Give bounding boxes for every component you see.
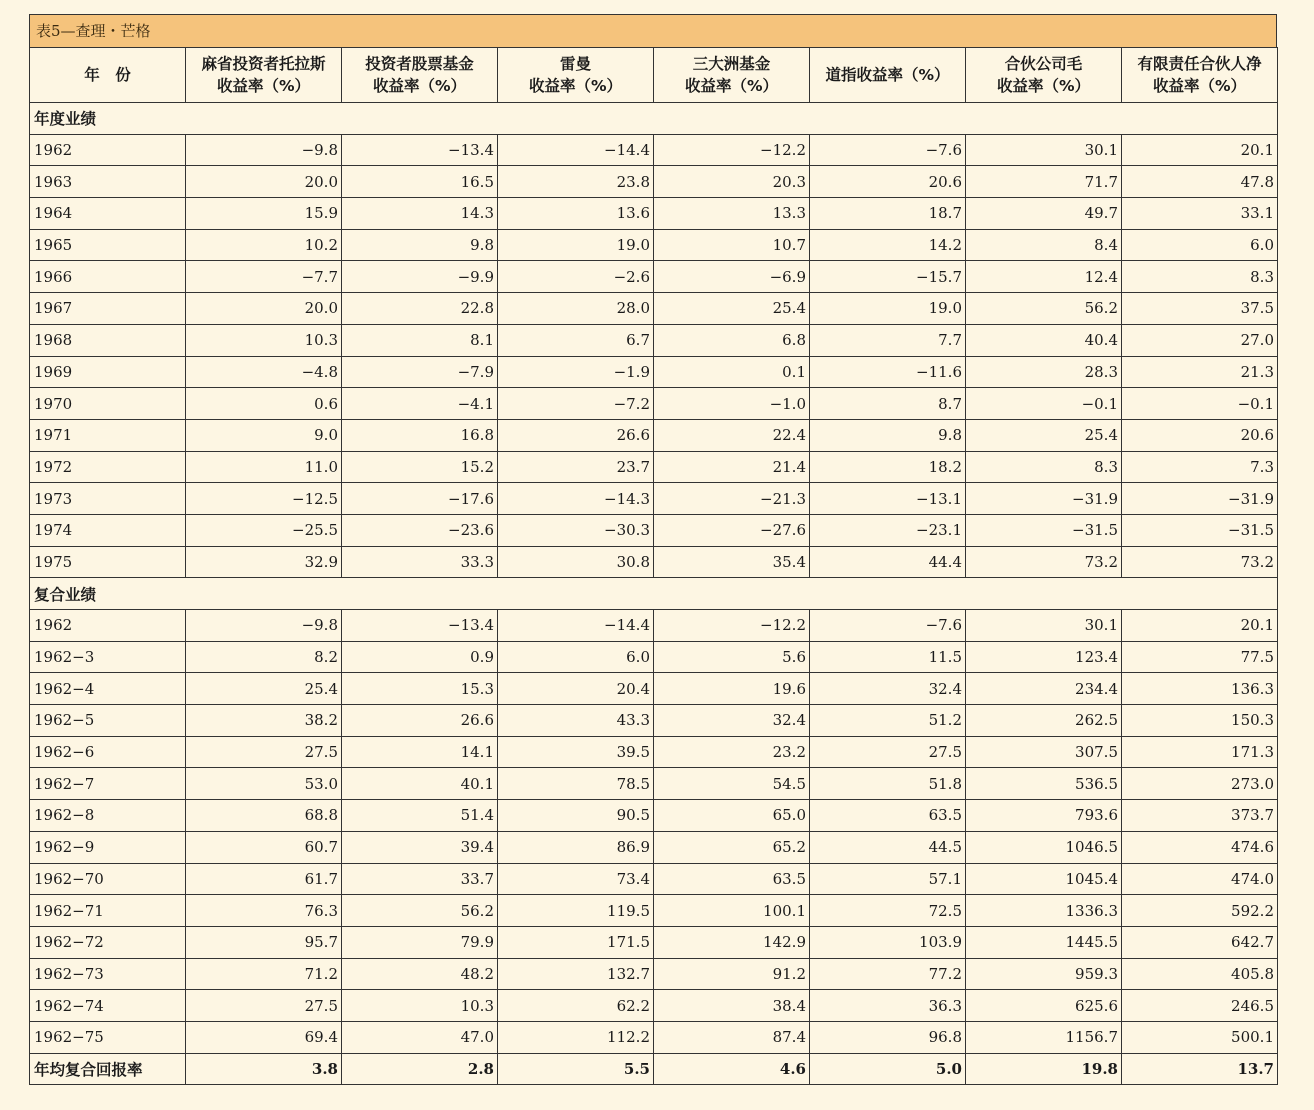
value-cell: 51.4 <box>342 800 498 832</box>
value-cell: −4.1 <box>342 388 498 420</box>
value-cell: 8.1 <box>342 324 498 356</box>
value-cell: 72.5 <box>810 895 966 927</box>
column-header <box>810 48 966 103</box>
table-row <box>30 198 1278 230</box>
value-cell: 13.6 <box>498 198 654 230</box>
value-cell: 20.0 <box>186 166 342 198</box>
table-row <box>30 800 1278 832</box>
column-header-line2: 收益率（%） <box>528 77 623 95</box>
value-cell: 79.9 <box>342 926 498 958</box>
value-cell: 18.7 <box>810 198 966 230</box>
value-cell: 26.6 <box>498 419 654 451</box>
header-row <box>30 48 1278 103</box>
returns-table <box>29 47 1278 1085</box>
value-cell: 10.7 <box>654 229 810 261</box>
value-cell: 77.5 <box>1122 641 1278 673</box>
value-cell: 76.3 <box>186 895 342 927</box>
average-value-cell: 4.6 <box>654 1053 810 1085</box>
value-cell: 96.8 <box>810 1021 966 1053</box>
column-header-line1: 道指收益率（%） <box>825 66 950 84</box>
year-cell: 1965 <box>30 229 186 261</box>
value-cell: 15.3 <box>342 673 498 705</box>
value-cell: 27.5 <box>810 736 966 768</box>
value-cell: 8.3 <box>966 451 1122 483</box>
column-header-line1: 有限责任合伙人净 <box>1137 55 1262 73</box>
value-cell: 171.3 <box>1122 736 1278 768</box>
value-cell: 40.4 <box>966 324 1122 356</box>
value-cell: 86.9 <box>498 831 654 863</box>
value-cell: 262.5 <box>966 705 1122 737</box>
value-cell: 9.8 <box>342 229 498 261</box>
value-cell: 32.9 <box>186 546 342 578</box>
year-cell: 1964 <box>30 198 186 230</box>
year-cell: 1974 <box>30 514 186 546</box>
value-cell: 20.1 <box>1122 134 1278 166</box>
table-row <box>30 958 1278 990</box>
value-cell: 20.4 <box>498 673 654 705</box>
value-cell: 20.0 <box>186 293 342 325</box>
value-cell: 132.7 <box>498 958 654 990</box>
value-cell: 23.2 <box>654 736 810 768</box>
value-cell: −14.3 <box>498 483 654 515</box>
value-cell: 474.0 <box>1122 863 1278 895</box>
value-cell: 959.3 <box>966 958 1122 990</box>
column-header-line1: 合伙公司毛 <box>1004 55 1083 73</box>
column-header-line2: 收益率（%） <box>1152 77 1247 95</box>
value-cell: 61.7 <box>186 863 342 895</box>
value-cell: 39.4 <box>342 831 498 863</box>
section-title: 复合业绩 <box>30 578 1278 610</box>
value-cell: 19.6 <box>654 673 810 705</box>
value-cell: 8.7 <box>810 388 966 420</box>
year-cell: 1962−4 <box>30 673 186 705</box>
average-value-cell: 2.8 <box>342 1053 498 1085</box>
year-cell: 1962−73 <box>30 958 186 990</box>
value-cell: 32.4 <box>654 705 810 737</box>
value-cell: −0.1 <box>966 388 1122 420</box>
value-cell: 30.1 <box>966 134 1122 166</box>
value-cell: 20.3 <box>654 166 810 198</box>
value-cell: −6.9 <box>654 261 810 293</box>
value-cell: 60.7 <box>186 831 342 863</box>
value-cell: 28.0 <box>498 293 654 325</box>
column-header <box>654 48 810 103</box>
value-cell: 28.3 <box>966 356 1122 388</box>
value-cell: 25.4 <box>186 673 342 705</box>
value-cell: 10.2 <box>186 229 342 261</box>
value-cell: −21.3 <box>654 483 810 515</box>
value-cell: 25.4 <box>966 419 1122 451</box>
value-cell: 68.8 <box>186 800 342 832</box>
table-row <box>30 134 1278 166</box>
value-cell: −9.9 <box>342 261 498 293</box>
table-header <box>30 48 1278 103</box>
table-row <box>30 546 1278 578</box>
value-cell: 9.8 <box>810 419 966 451</box>
value-cell: 13.3 <box>654 198 810 230</box>
column-header <box>966 48 1122 103</box>
year-cell: 1962−75 <box>30 1021 186 1053</box>
average-value-cell: 3.8 <box>186 1053 342 1085</box>
section-title: 年度业绩 <box>30 103 1278 135</box>
value-cell: 37.5 <box>1122 293 1278 325</box>
value-cell: 142.9 <box>654 926 810 958</box>
value-cell: 51.2 <box>810 705 966 737</box>
column-header-line1: 雷曼 <box>559 55 591 73</box>
table-row <box>30 388 1278 420</box>
year-cell: 1962 <box>30 610 186 642</box>
value-cell: 36.3 <box>810 990 966 1022</box>
average-label: 年均复合回报率 <box>30 1053 186 1085</box>
table-caption: 表5—查理・芒格 <box>29 14 1277 47</box>
year-cell: 1962−6 <box>30 736 186 768</box>
value-cell: −2.6 <box>498 261 654 293</box>
value-cell: 87.4 <box>654 1021 810 1053</box>
value-cell: 20.6 <box>1122 419 1278 451</box>
table-row <box>30 229 1278 261</box>
value-cell: 21.3 <box>1122 356 1278 388</box>
value-cell: −31.9 <box>1122 483 1278 515</box>
value-cell: 8.4 <box>966 229 1122 261</box>
value-cell: 18.2 <box>810 451 966 483</box>
value-cell: 57.1 <box>810 863 966 895</box>
value-cell: 100.1 <box>654 895 810 927</box>
year-cell: 1962−5 <box>30 705 186 737</box>
value-cell: 150.3 <box>1122 705 1278 737</box>
value-cell: 5.6 <box>654 641 810 673</box>
table-row <box>30 641 1278 673</box>
value-cell: 27.5 <box>186 736 342 768</box>
table-row <box>30 990 1278 1022</box>
value-cell: −13.4 <box>342 134 498 166</box>
value-cell: 30.8 <box>498 546 654 578</box>
column-header-line1: 年 份 <box>84 66 131 84</box>
value-cell: 592.2 <box>1122 895 1278 927</box>
value-cell: 0.6 <box>186 388 342 420</box>
column-header-line1: 投资者股票基金 <box>365 55 474 73</box>
value-cell: 6.0 <box>498 641 654 673</box>
value-cell: 0.9 <box>342 641 498 673</box>
value-cell: 62.2 <box>498 990 654 1022</box>
table-row <box>30 610 1278 642</box>
value-cell: 0.1 <box>654 356 810 388</box>
value-cell: −30.3 <box>498 514 654 546</box>
value-cell: 6.0 <box>1122 229 1278 261</box>
value-cell: 7.7 <box>810 324 966 356</box>
value-cell: 77.2 <box>810 958 966 990</box>
value-cell: 73.2 <box>966 546 1122 578</box>
value-cell: 16.8 <box>342 419 498 451</box>
value-cell: −27.6 <box>654 514 810 546</box>
value-cell: −15.7 <box>810 261 966 293</box>
year-cell: 1973 <box>30 483 186 515</box>
value-cell: 22.8 <box>342 293 498 325</box>
value-cell: 91.2 <box>654 958 810 990</box>
value-cell: −7.9 <box>342 356 498 388</box>
column-header <box>342 48 498 103</box>
value-cell: 14.1 <box>342 736 498 768</box>
value-cell: 500.1 <box>1122 1021 1278 1053</box>
value-cell: 19.0 <box>498 229 654 261</box>
value-cell: 39.5 <box>498 736 654 768</box>
value-cell: 14.3 <box>342 198 498 230</box>
value-cell: 642.7 <box>1122 926 1278 958</box>
value-cell: 78.5 <box>498 768 654 800</box>
value-cell: 405.8 <box>1122 958 1278 990</box>
year-cell: 1970 <box>30 388 186 420</box>
value-cell: 14.2 <box>810 229 966 261</box>
value-cell: 35.4 <box>654 546 810 578</box>
value-cell: 40.1 <box>342 768 498 800</box>
value-cell: −7.2 <box>498 388 654 420</box>
value-cell: −23.1 <box>810 514 966 546</box>
value-cell: 51.8 <box>810 768 966 800</box>
section-row <box>30 103 1278 135</box>
value-cell: 123.4 <box>966 641 1122 673</box>
value-cell: −7.7 <box>186 261 342 293</box>
value-cell: 6.7 <box>498 324 654 356</box>
value-cell: 44.4 <box>810 546 966 578</box>
value-cell: 65.2 <box>654 831 810 863</box>
table-row <box>30 673 1278 705</box>
value-cell: 26.6 <box>342 705 498 737</box>
value-cell: 38.2 <box>186 705 342 737</box>
value-cell: 10.3 <box>186 324 342 356</box>
value-cell: 793.6 <box>966 800 1122 832</box>
value-cell: −31.5 <box>1122 514 1278 546</box>
value-cell: 33.7 <box>342 863 498 895</box>
value-cell: 19.0 <box>810 293 966 325</box>
value-cell: 246.5 <box>1122 990 1278 1022</box>
year-cell: 1975 <box>30 546 186 578</box>
value-cell: 136.3 <box>1122 673 1278 705</box>
table-row <box>30 1021 1278 1053</box>
value-cell: 49.7 <box>966 198 1122 230</box>
year-cell: 1962−70 <box>30 863 186 895</box>
year-cell: 1962−71 <box>30 895 186 927</box>
column-header-line1: 麻省投资者托拉斯 <box>201 55 326 73</box>
table-row <box>30 419 1278 451</box>
value-cell: 47.0 <box>342 1021 498 1053</box>
value-cell: 38.4 <box>654 990 810 1022</box>
value-cell: 15.2 <box>342 451 498 483</box>
table-row <box>30 451 1278 483</box>
value-cell: 27.5 <box>186 990 342 1022</box>
year-cell: 1962−72 <box>30 926 186 958</box>
value-cell: −1.0 <box>654 388 810 420</box>
value-cell: −12.2 <box>654 610 810 642</box>
column-header-line2: 收益率（%） <box>372 77 467 95</box>
table-row <box>30 736 1278 768</box>
value-cell: 1336.3 <box>966 895 1122 927</box>
average-value-cell: 13.7 <box>1122 1053 1278 1085</box>
column-header-line2: 收益率（%） <box>684 77 779 95</box>
value-cell: 56.2 <box>342 895 498 927</box>
value-cell: 10.3 <box>342 990 498 1022</box>
year-cell: 1972 <box>30 451 186 483</box>
value-cell: 73.2 <box>1122 546 1278 578</box>
section-row <box>30 578 1278 610</box>
value-cell: 12.4 <box>966 261 1122 293</box>
value-cell: 65.0 <box>654 800 810 832</box>
value-cell: −11.6 <box>810 356 966 388</box>
table-row <box>30 483 1278 515</box>
year-cell: 1971 <box>30 419 186 451</box>
value-cell: −31.9 <box>966 483 1122 515</box>
value-cell: −12.5 <box>186 483 342 515</box>
year-cell: 1962−3 <box>30 641 186 673</box>
average-value-cell: 5.0 <box>810 1053 966 1085</box>
value-cell: 171.5 <box>498 926 654 958</box>
value-cell: 8.2 <box>186 641 342 673</box>
value-cell: −9.8 <box>186 610 342 642</box>
value-cell: 54.5 <box>654 768 810 800</box>
table-row <box>30 926 1278 958</box>
value-cell: 32.4 <box>810 673 966 705</box>
value-cell: 43.3 <box>498 705 654 737</box>
value-cell: 69.4 <box>186 1021 342 1053</box>
value-cell: 474.6 <box>1122 831 1278 863</box>
value-cell: 71.2 <box>186 958 342 990</box>
value-cell: 53.0 <box>186 768 342 800</box>
year-cell: 1962−9 <box>30 831 186 863</box>
value-cell: −7.6 <box>810 610 966 642</box>
table-row <box>30 293 1278 325</box>
year-cell: 1962−8 <box>30 800 186 832</box>
value-cell: 21.4 <box>654 451 810 483</box>
table-body <box>30 103 1278 1085</box>
value-cell: 30.1 <box>966 610 1122 642</box>
value-cell: −25.5 <box>186 514 342 546</box>
table-row <box>30 895 1278 927</box>
column-header-line2: 收益率（%） <box>996 77 1091 95</box>
value-cell: 20.1 <box>1122 610 1278 642</box>
table-row <box>30 514 1278 546</box>
value-cell: 307.5 <box>966 736 1122 768</box>
value-cell: 1046.5 <box>966 831 1122 863</box>
year-cell: 1969 <box>30 356 186 388</box>
value-cell: −31.5 <box>966 514 1122 546</box>
value-cell: 625.6 <box>966 990 1122 1022</box>
table-row <box>30 324 1278 356</box>
value-cell: 22.4 <box>654 419 810 451</box>
value-cell: 25.4 <box>654 293 810 325</box>
value-cell: 33.1 <box>1122 198 1278 230</box>
year-cell: 1966 <box>30 261 186 293</box>
value-cell: −17.6 <box>342 483 498 515</box>
value-cell: 47.8 <box>1122 166 1278 198</box>
column-header-line1: 三大洲基金 <box>692 55 771 73</box>
value-cell: 27.0 <box>1122 324 1278 356</box>
year-cell: 1962−7 <box>30 768 186 800</box>
value-cell: −1.9 <box>498 356 654 388</box>
value-cell: 373.7 <box>1122 800 1278 832</box>
value-cell: 90.5 <box>498 800 654 832</box>
value-cell: 1156.7 <box>966 1021 1122 1053</box>
value-cell: 6.8 <box>654 324 810 356</box>
column-header <box>1122 48 1278 103</box>
value-cell: −13.4 <box>342 610 498 642</box>
year-cell: 1963 <box>30 166 186 198</box>
value-cell: 56.2 <box>966 293 1122 325</box>
value-cell: −9.8 <box>186 134 342 166</box>
value-cell: −14.4 <box>498 134 654 166</box>
value-cell: −0.1 <box>1122 388 1278 420</box>
value-cell: −12.2 <box>654 134 810 166</box>
table-container <box>29 14 1277 1085</box>
table-row <box>30 356 1278 388</box>
table-row <box>30 705 1278 737</box>
value-cell: 536.5 <box>966 768 1122 800</box>
table-row <box>30 863 1278 895</box>
table-row <box>30 166 1278 198</box>
year-cell: 1968 <box>30 324 186 356</box>
average-row <box>30 1053 1278 1085</box>
value-cell: −4.8 <box>186 356 342 388</box>
column-header-line2: 收益率（%） <box>216 77 311 95</box>
value-cell: 273.0 <box>1122 768 1278 800</box>
value-cell: 15.9 <box>186 198 342 230</box>
value-cell: 16.5 <box>342 166 498 198</box>
value-cell: 1045.4 <box>966 863 1122 895</box>
value-cell: 11.0 <box>186 451 342 483</box>
value-cell: 119.5 <box>498 895 654 927</box>
value-cell: 33.3 <box>342 546 498 578</box>
value-cell: 1445.5 <box>966 926 1122 958</box>
column-header <box>30 48 186 103</box>
value-cell: −13.1 <box>810 483 966 515</box>
value-cell: 63.5 <box>654 863 810 895</box>
value-cell: −23.6 <box>342 514 498 546</box>
value-cell: 20.6 <box>810 166 966 198</box>
year-cell: 1962 <box>30 134 186 166</box>
value-cell: −14.4 <box>498 610 654 642</box>
value-cell: 23.7 <box>498 451 654 483</box>
column-header <box>498 48 654 103</box>
table-row <box>30 261 1278 293</box>
value-cell: 103.9 <box>810 926 966 958</box>
value-cell: 73.4 <box>498 863 654 895</box>
value-cell: 44.5 <box>810 831 966 863</box>
average-value-cell: 19.8 <box>966 1053 1122 1085</box>
value-cell: 71.7 <box>966 166 1122 198</box>
value-cell: 7.3 <box>1122 451 1278 483</box>
column-header <box>186 48 342 103</box>
year-cell: 1962−74 <box>30 990 186 1022</box>
value-cell: 9.0 <box>186 419 342 451</box>
value-cell: 48.2 <box>342 958 498 990</box>
table-row <box>30 831 1278 863</box>
value-cell: 63.5 <box>810 800 966 832</box>
table-row <box>30 768 1278 800</box>
value-cell: −7.6 <box>810 134 966 166</box>
value-cell: 23.8 <box>498 166 654 198</box>
value-cell: 8.3 <box>1122 261 1278 293</box>
value-cell: 11.5 <box>810 641 966 673</box>
value-cell: 112.2 <box>498 1021 654 1053</box>
average-value-cell: 5.5 <box>498 1053 654 1085</box>
value-cell: 95.7 <box>186 926 342 958</box>
value-cell: 234.4 <box>966 673 1122 705</box>
year-cell: 1967 <box>30 293 186 325</box>
